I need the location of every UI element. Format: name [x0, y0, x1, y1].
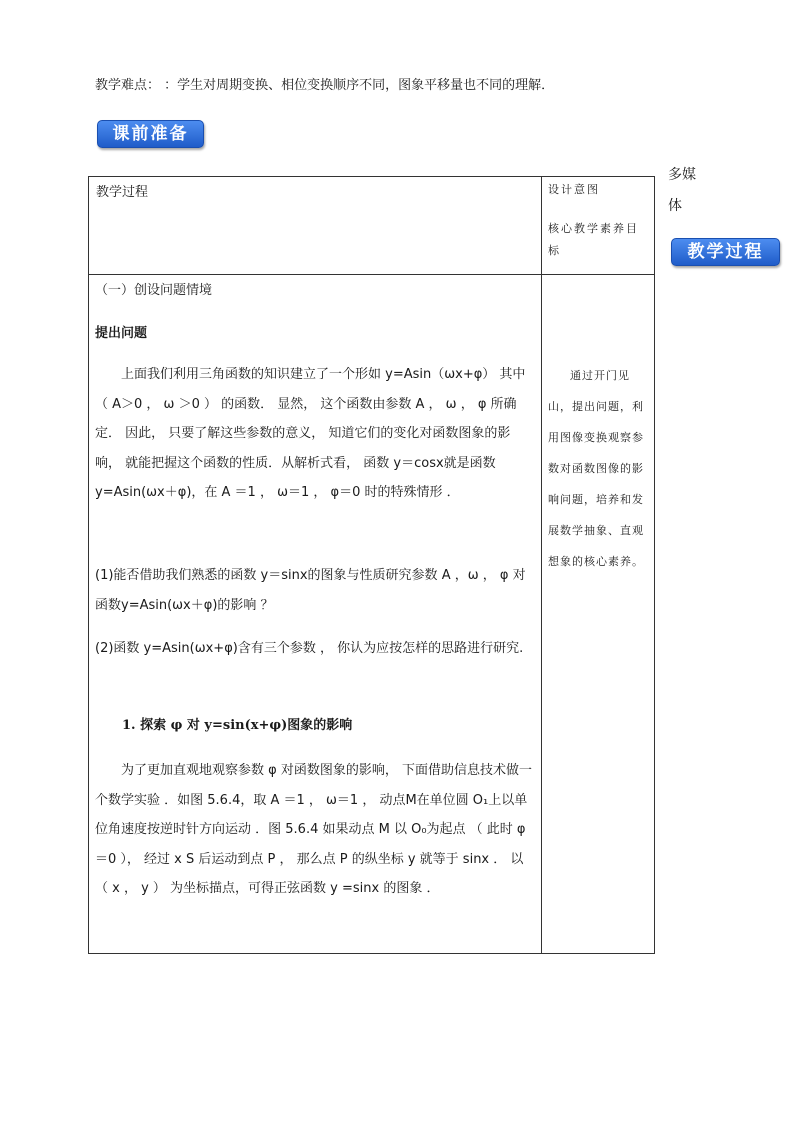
- subsection-title: 提出问题: [95, 326, 148, 341]
- teaching-difficulty: 教学难点： ：学生对周期变换、相位变换顺序不同，图象平移量也不同的理解．: [95, 78, 555, 93]
- pre-class-prep-badge: 课前准备: [97, 120, 204, 148]
- header-core-literacy: 核心教学素养目标: [548, 222, 639, 257]
- design-intent-note: 通过开门见山，提出问题，利用图像变换观察参数对函数图像的影响问题，培养和发展数学抽象、直观想象的核心素养。: [548, 369, 644, 568]
- explore-heading: 1. 探索 φ 对 y=sin(x+φ)图象的影响: [122, 718, 353, 733]
- question-1: (1)能否借助我们熟悉的函数 y＝sinx的图象与性质研究参数 A ，ω ， φ 对函数y=Asin(ωx＋φ)的影响 ？: [95, 568, 526, 613]
- intro-paragraph: 上面我们利用三角函数的知识建立了一个形如 y=Asin（ωx+φ） 其中（ A＞0 ， ω ＞0 ） 的函数． 显然， 这个函数由参数 A ， ω ， φ 所确定． 因此， 只要了解这些参数的意义， 知道它们的变化对函数图象的影响， 就能把握这个函数的性质．从解析式看， 函数 y＝cosx就是函数y=Asin(ωx＋φ)，在 A ＝1 ， ω＝1 ， φ＝0 时的特殊情形 ．: [95, 367, 526, 500]
- header-design-intent: 设计意图: [548, 183, 600, 196]
- experiment-paragraph: 为了更加直观地观察参数 φ 对函数图象的影响， 下面借助信息技术做一个数学实验 ．如图 5.6.4，取 A ＝1 ， ω＝1 ， 动点M在单位圆 O₁上以单位角速度按逆时针方向运动 ．图 5.6.4 如果动点 M 以 O₀为起点 （ 此时 φ＝0 ）， 经过 x S 后运动到点 P ， 那么点 P 的纵坐标 y 就等于 sinx ． 以 （ x ， y ） 为坐标描点，可得正弦函数 y =sinx 的图象 ．: [95, 763, 532, 896]
- table-row-divider: [89, 274, 654, 275]
- multimedia-label: 多媒体: [668, 167, 696, 214]
- header-teaching-process: 教学过程: [96, 185, 149, 200]
- question-2: (2)函数 y=Asin(ωx+φ)含有三个参数 ， 你认为应按怎样的思路进行研究.: [95, 641, 524, 656]
- section-title: （一）创设问题情境: [95, 283, 213, 298]
- teaching-process-badge: 教学过程: [671, 238, 780, 266]
- table-column-divider: [541, 177, 542, 953]
